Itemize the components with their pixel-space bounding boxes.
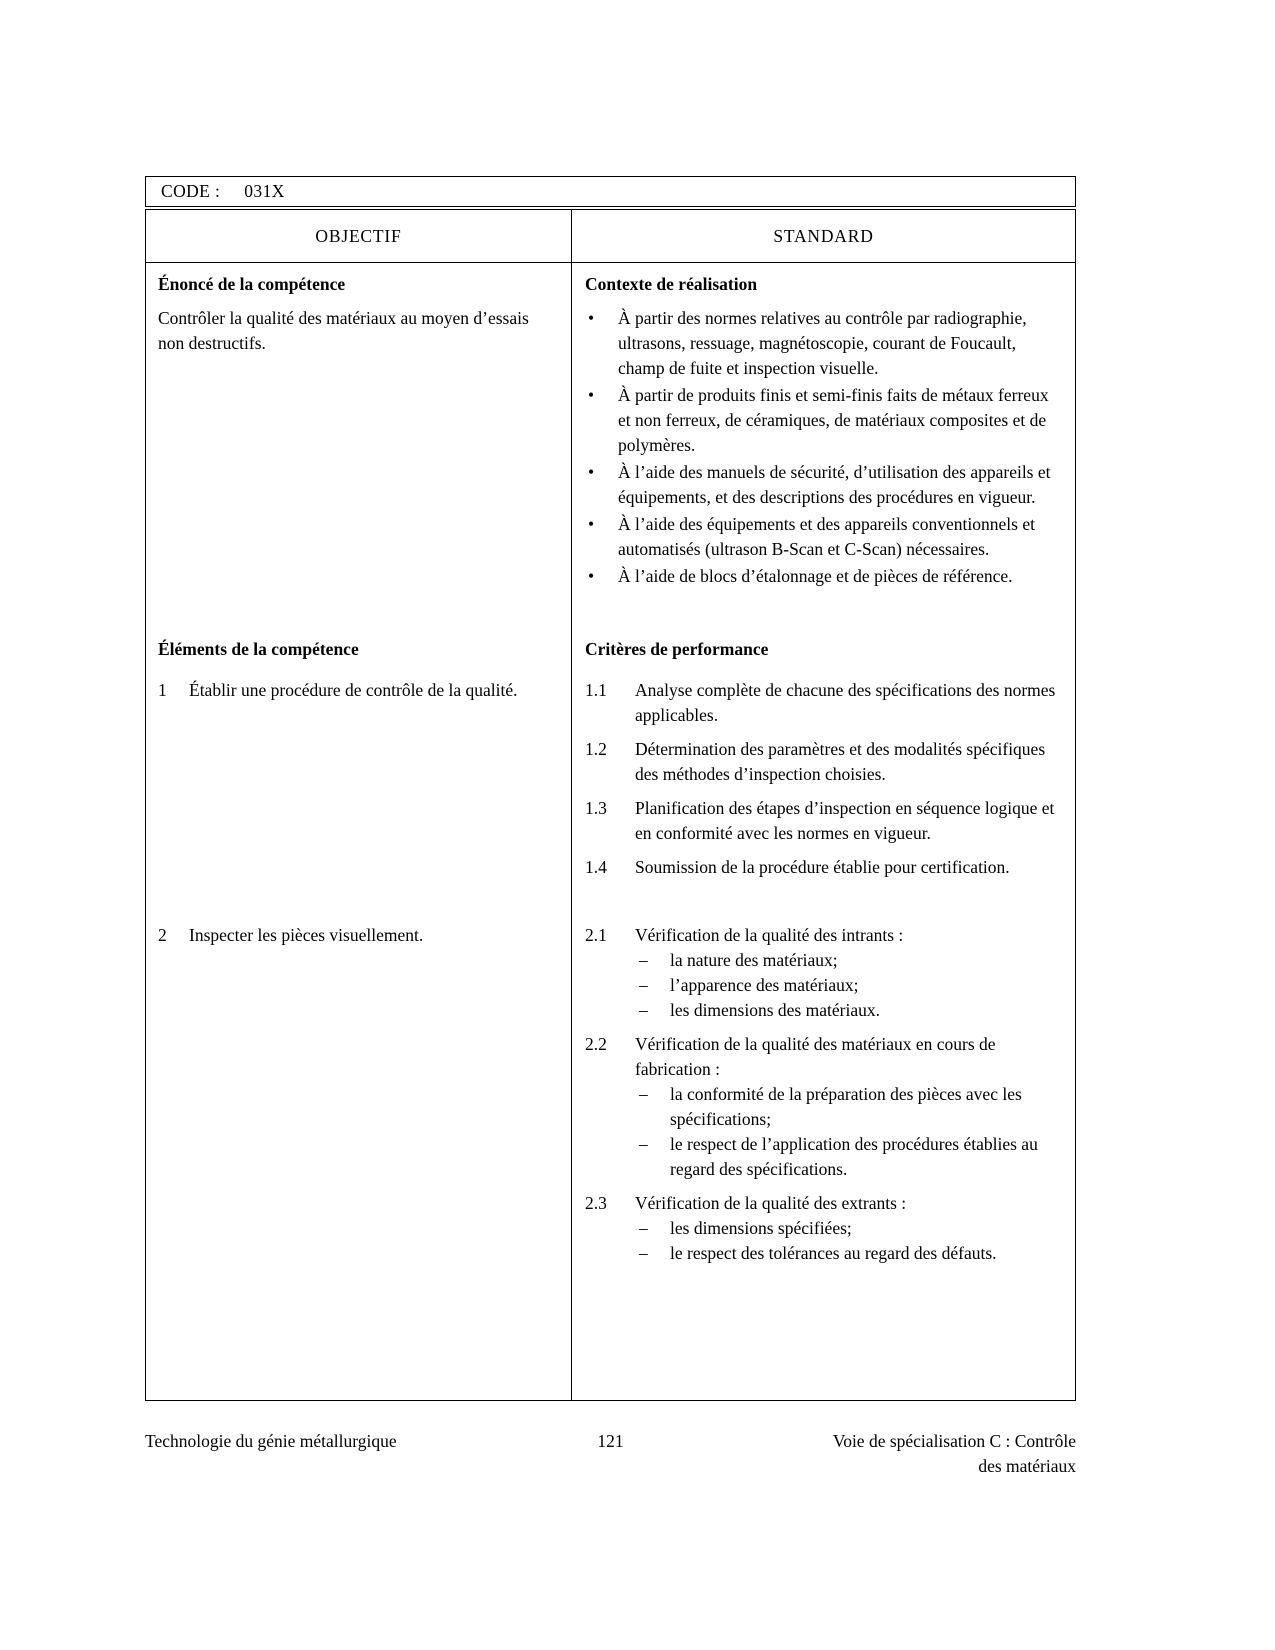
cell-contexte	[571, 263, 1075, 591]
criteria-item	[585, 855, 1061, 880]
criteria-item	[585, 737, 1061, 787]
criteria-number: 2.1	[585, 925, 607, 945]
element-item	[158, 678, 557, 703]
cell-element-1	[146, 671, 571, 889]
criteria-number: 1.4	[585, 857, 607, 877]
context-bullet-text: À l’aide de blocs d’étalonnage et de pièces de référence.	[618, 566, 1013, 586]
criteria-item	[585, 1032, 1061, 1182]
sub-item-text: les dimensions spécifiées;	[670, 1218, 852, 1238]
sub-item	[635, 948, 1061, 973]
context-bullet-item	[585, 564, 1061, 589]
enonce-text: Contrôler la qualité des matériaux au moyen d’essais non destructifs.	[158, 308, 529, 353]
criteria-text: Analyse complète de chacune des spécifications des normes applicables.	[635, 680, 1056, 725]
criteria-item	[585, 923, 1061, 1023]
criteria-text: Planification des étapes d’inspection en séquence logique et en conformité avec les normes en vigueur.	[635, 798, 1055, 843]
sub-item-text: les dimensions des matériaux.	[670, 1000, 880, 1020]
criteria-item	[585, 1191, 1061, 1266]
dash-icon: –	[639, 1000, 648, 1020]
context-bullet-item	[585, 383, 1061, 458]
code-label: CODE :	[161, 181, 221, 201]
code-header-box	[145, 176, 1076, 207]
sub-item-text: le respect de l’application des procédures établies au regard des spécifications.	[670, 1134, 1038, 1179]
element-number: 2	[158, 925, 167, 945]
context-bullet-text: À partir de produits finis et semi-finis faits de métaux ferreux et non ferreux, de céramiques, de matériaux composites et de polymères.	[618, 385, 1049, 455]
sub-item-text: l’apparence des matériaux;	[670, 975, 859, 995]
sub-item-text: le respect des tolérances au regard des défauts.	[670, 1243, 997, 1263]
dash-icon: –	[639, 1218, 648, 1238]
context-bullet-item	[585, 306, 1061, 381]
sub-item	[635, 1082, 1061, 1132]
dash-icon: –	[639, 950, 648, 970]
section-title-enonce: Énoncé de la compétence	[158, 274, 346, 294]
context-bullet-text: À l’aide des équipements et des appareils conventionnels et automatisés (ultrason B-Scan et C-Scan) nécessaires.	[618, 514, 1035, 559]
bullet-icon: •	[588, 462, 595, 482]
footer-section-title-line1: Voie de spécialisation C : Contrôle	[832, 1431, 1076, 1451]
sub-item-text: la nature des matériaux;	[670, 950, 838, 970]
criteria-number: 1.3	[585, 798, 607, 818]
criteria-number: 2.3	[585, 1193, 607, 1213]
column-header-standard: STANDARD	[571, 210, 1075, 262]
footer-document-title: Technologie du génie métallurgique	[145, 1431, 397, 1451]
criteria-item	[585, 796, 1061, 846]
element-text: Établir une procédure de contrôle de la qualité.	[189, 680, 518, 700]
sub-item	[635, 1241, 1061, 1266]
bullet-icon: •	[588, 308, 595, 328]
bullet-icon: •	[588, 385, 595, 405]
context-bullet-item	[585, 460, 1061, 510]
criteria-text: Vérification de la qualité des extrants :	[635, 1193, 907, 1213]
section-title-elements: Éléments de la compétence	[158, 639, 359, 659]
criteria-text: Détermination des paramètres et des modalités spécifiques des méthodes d’inspection choisies.	[635, 739, 1046, 784]
dash-icon: –	[639, 975, 648, 995]
criteria-text: Vérification de la qualité des intrants :	[635, 925, 904, 945]
dash-icon: –	[639, 1084, 648, 1104]
criteria-text: Vérification de la qualité des matériaux en cours de fabrication :	[635, 1034, 996, 1079]
context-bullet-item	[585, 512, 1061, 562]
page-footer	[145, 1429, 1076, 1479]
cell-element-2	[146, 889, 571, 1400]
context-bullet-text: À partir des normes relatives au contrôle par radiographie, ultrasons, ressuage, magnétoscopie, courant de Foucault, champ de fuite et inspection visuelle.	[618, 308, 1027, 378]
sub-item	[635, 973, 1061, 998]
sub-item-text: la conformité de la préparation des pièces avec les spécifications;	[670, 1084, 1022, 1129]
dash-icon: –	[639, 1134, 648, 1154]
sub-item	[635, 998, 1061, 1023]
cell-enonce	[146, 263, 571, 591]
bullet-icon: •	[588, 566, 595, 586]
criteria-item	[585, 678, 1061, 728]
element-text: Inspecter les pièces visuellement.	[189, 925, 424, 945]
footer-section-title	[624, 1429, 1076, 1479]
section-title-contexte: Contexte de réalisation	[585, 274, 758, 294]
code-value: 031X	[244, 181, 285, 201]
criteria-number: 2.2	[585, 1034, 607, 1054]
cell-criteria-1	[571, 671, 1075, 889]
criteria-number: 1.1	[585, 680, 607, 700]
footer-page-number: 121	[597, 1431, 624, 1451]
dash-icon: –	[639, 1243, 648, 1263]
criteria-number: 1.2	[585, 739, 607, 759]
cell-elements-title	[146, 591, 571, 671]
sub-item	[635, 1132, 1061, 1182]
element-item	[158, 923, 557, 948]
element-number: 1	[158, 680, 167, 700]
criteria-text: Soumission de la procédure établie pour certification.	[635, 857, 1010, 877]
cell-criteria-2	[571, 889, 1075, 1400]
footer-section-title-line2: des matériaux	[978, 1456, 1076, 1476]
column-header-objectif: OBJECTIF	[315, 225, 402, 246]
competency-table	[145, 209, 1076, 1401]
table-body	[146, 263, 1075, 1400]
cell-criteres-title	[571, 591, 1075, 671]
context-bullet-text: À l’aide des manuels de sécurité, d’utilisation des appareils et équipements, et des descriptions des procédures en vigueur.	[618, 462, 1051, 507]
table-header-row	[146, 210, 1075, 263]
section-title-criteres: Critères de performance	[585, 639, 769, 659]
bullet-icon: •	[588, 514, 595, 534]
sub-item	[635, 1216, 1061, 1241]
